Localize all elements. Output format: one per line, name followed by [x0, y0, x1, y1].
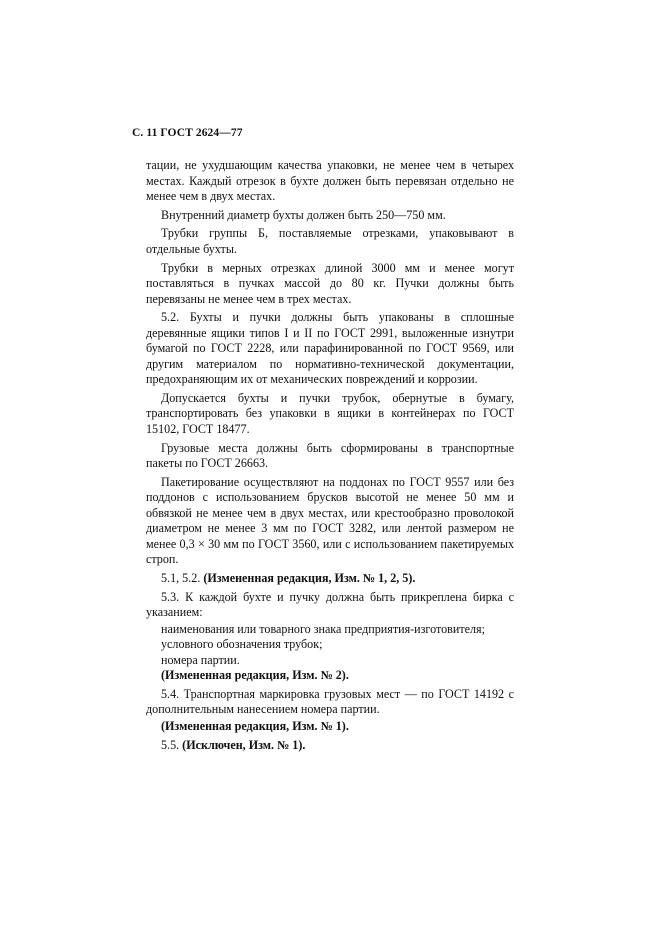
list-item: номера партии. — [161, 652, 240, 667]
paragraph: Трубки группы Б, поставляемые отрезками, упаковывают в отдельные бухты. — [146, 226, 514, 256]
paragraph-5-2: 5.2. Бухты и пучки должны быть упакованы в сплошные деревянные ящики типов I и II по ГОСТ 2991, выложенные изнутри бумагой по ГОСТ 2228, или парафинированной по ГОСТ 9569, или другим материалом по нормативно-технической документации, предохраняющим их от механических повреждений и коррозии. — [146, 310, 514, 387]
paragraph: Пакетирование осуществляют на поддонах по ГОСТ 9557 или без поддонов с использованием брусков высотой не менее 50 мм и обвязкой не менее чем в двух местах, или крестообразно проволокой диаметром не менее 3 мм по ГОСТ 3282, или лентой размером не менее 0,3 × 30 мм по ГОСТ 3560, или с использованием пакетируемых строп. — [146, 474, 514, 567]
clause-number: 5.1, 5.2. — [161, 571, 201, 585]
exclusion-note: (Исключен, Изм. № 1). — [182, 737, 306, 752]
list-item: наименования или товарного знака предприятия-изготовителя; — [161, 621, 485, 636]
paragraph: тации, не ухудшающим качества упаковки, не менее чем в четырех местах. Каждый отрезок в бухте должен быть перевязан отдельно не менее чем в двух местах. — [146, 158, 514, 203]
paragraph-5-4: 5.4. Транспортная маркировка грузовых мест — по ГОСТ 14192 с дополнительным нанесением номера партии. — [146, 686, 514, 717]
paragraph: Грузовые места должны быть сформированы в транспортные пакеты по ГОСТ 26663. — [146, 440, 514, 471]
page-header: С. 11 ГОСТ 2624—77 — [132, 127, 243, 139]
paragraph: Допускается бухты и пучки трубок, обернутые в бумагу, транспортировать без упаковки в ящики в контейнерах по ГОСТ 15102, ГОСТ 18477. — [146, 390, 514, 436]
paragraph-5-3: 5.3. К каждой бухте и пучку должна быть прикреплена бирка с указанием: — [146, 589, 514, 620]
amendment-note — [146, 571, 514, 587]
amendment-note: (Измененная редакция, Изм. № 2). — [161, 668, 349, 683]
paragraph: Трубки в мерных отрезках длиной 3000 мм и менее могут поставляться в пучках массой до 80 кг. Пучки должны быть перевязаны не менее чем в трех местах. — [146, 260, 514, 306]
paragraph-5-5 — [146, 738, 514, 754]
amendment-note: (Измененная редакция, Изм. № 1). — [161, 718, 349, 733]
document-body — [146, 158, 514, 756]
list-item: условного обозначения трубок; — [161, 637, 323, 652]
amendment-text: (Измененная редакция, Изм. № 1, 2, 5). — [203, 571, 416, 585]
clause-number: 5.5. — [161, 737, 180, 752]
paragraph: Внутренний диаметр бухты должен быть 250—750 мм. — [161, 207, 446, 222]
